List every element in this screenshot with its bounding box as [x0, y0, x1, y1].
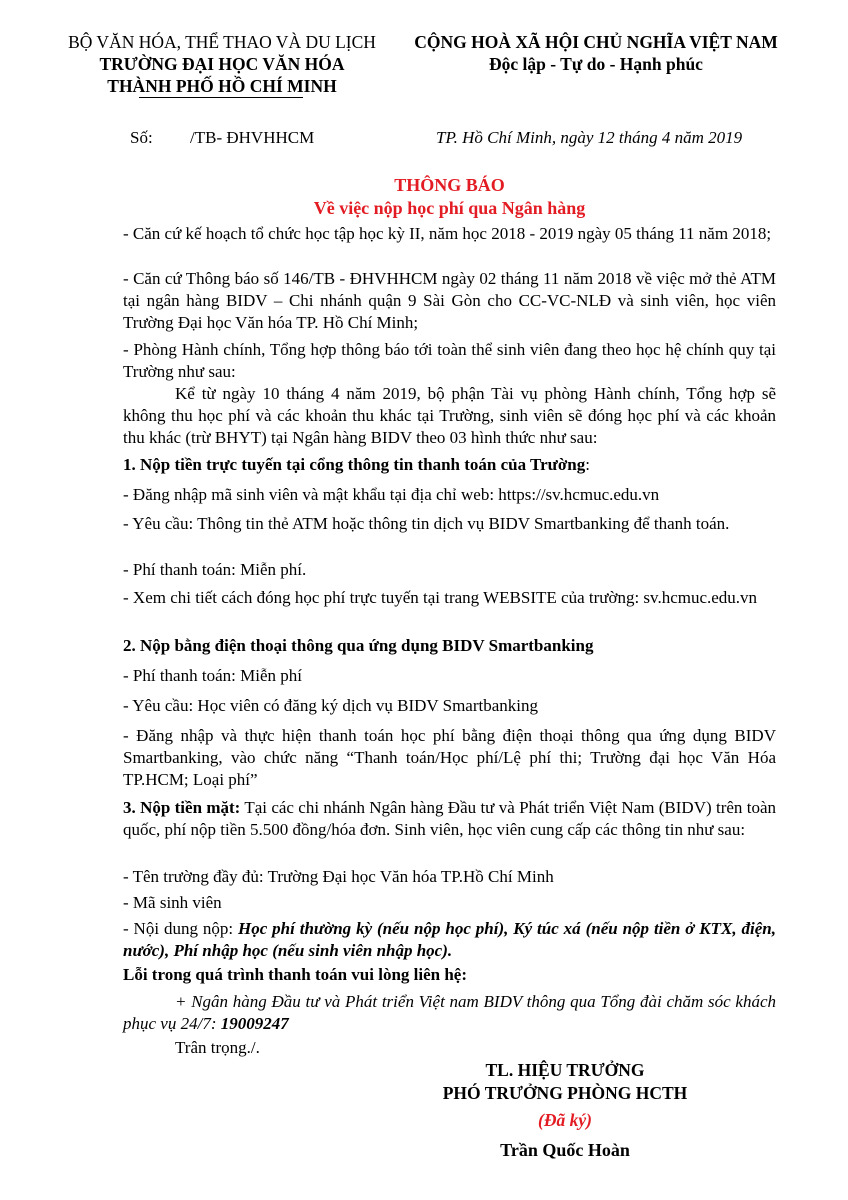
section-2-item-3: - Đăng nhập và thực hiện thanh toán học phí bằng điện thoại thông qua ứng dụng BIDV Smartbanking, vào chức năng “Thanh toán/Học phí/Lệ phí thi; Trường đại học Văn Hóa TP.HCM; Loại phí” [123, 726, 776, 789]
main-announcement: Kể từ ngày 10 tháng 4 năm 2019, bộ phận Tài vụ phòng Hành chính, Tổng hợp sẽ không thu học phí và các khoản thu khác tại Trường, sinh viên sẽ đóng học phí và các khoản thu khác (trừ BHYT) tại Ngân hàng BIDV theo 03 hình thức như sau: [123, 384, 776, 447]
document-number-label: Số: [130, 128, 153, 147]
section-3-item-1: - Tên trường đầy đủ: Trường Đại học Văn hóa TP.Hồ Chí Minh [123, 867, 554, 886]
closing-regards: Trân trọng./. [175, 1038, 260, 1057]
basis-paragraph-3: - Phòng Hành chính, Tổng hợp thông báo tới toàn thể sinh viên đang theo học hệ chính quy tại Trường như sau: [123, 340, 776, 381]
signed-mark: (Đã ký) [538, 1110, 592, 1130]
section-3-heading: 3. Nộp tiền mặt: [123, 798, 241, 817]
contact-line-text: + Ngân hàng Đầu tư và Phát triển Việt nam BIDV thông qua Tổng đài chăm sóc khách phục vụ 24/7: [123, 992, 776, 1033]
section-2-heading [123, 636, 593, 656]
place-date: TP. Hồ Chí Minh, ngày 12 tháng 4 năm 2019 [436, 128, 743, 147]
notice-title: THÔNG BÁO [394, 175, 505, 195]
school-name-line1: TRƯỜNG ĐẠI HỌC VĂN HÓA [99, 54, 345, 74]
nation-title: CỘNG HOÀ XÃ HỘI CHỦ NGHĨA VIỆT NAM [414, 32, 778, 52]
section-2-heading-text: . Nộp bằng điện thoại thông qua ứng dụng BIDV Smartbanking [131, 636, 594, 655]
section-3-item-3-prefix: - Nội dung nộp: [123, 919, 238, 938]
national-motto: Độc lập - Tự do - Hạnh phúc [489, 54, 703, 74]
contact-line [123, 991, 776, 1035]
school-name-line2: THÀNH PHỐ HỒ CHÍ MINH [107, 76, 337, 96]
notice-subtitle: Về việc nộp học phí qua Ngân hàng [313, 198, 586, 218]
section-3-item-3-content: Học phí thường kỳ (nếu nộp học phí), Ký túc xá (nếu nộp tiền ở KTX, điện, nước), Phí nhập học (nếu sinh viên nhập học). [123, 919, 776, 960]
signer-name: Trần Quốc Hoàn [500, 1140, 630, 1160]
contact-heading: Lỗi trong quá trình thanh toán vui lòng liên hệ: [123, 965, 468, 984]
document-number-code: /TB- ĐHVHHCM [190, 128, 315, 147]
basis-paragraph-1: - Căn cứ kế hoạch tổ chức học tập học kỳ II, năm học 2018 - 2019 ngày 05 tháng 11 năm 2018; [123, 224, 772, 243]
header-left-underline [139, 97, 303, 98]
section-3-paragraph [123, 797, 776, 841]
section-2-item-1: - Phí thanh toán: Miễn phí [123, 666, 302, 685]
section-1-item-1: - Đăng nhập mã sinh viên và mật khẩu tại địa chỉ web: https://sv.hcmuc.edu.vn [123, 485, 660, 504]
signature-position: PHÓ TRƯỞNG PHÒNG HCTH [442, 1083, 688, 1103]
signature-authority: TL. HIỆU TRƯỞNG [485, 1060, 645, 1080]
section-3-item-3 [123, 918, 776, 962]
basis-paragraph-2: - Căn cứ Thông báo số 146/TB - ĐHVHHCM ngày 02 tháng 11 năm 2018 về việc mở thẻ ATM tại ngân hàng BIDV – Chi nhánh quận 9 Sài Gòn cho CC-VC-NLĐ và sinh viên, học viên Trường Đại học Văn hóa TP. Hồ Chí Minh; [123, 269, 776, 332]
section-1-item-3: - Phí thanh toán: Miễn phí. [123, 560, 307, 579]
section-3-text: Tại các chi nhánh Ngân hàng Đầu tư và Phát triển Việt Nam (BIDV) trên toàn quốc, phí nộp tiền 5.500 đồng/hóa đơn. Sinh viên, học viên cung cấp các thông tin như sau: [123, 798, 776, 839]
ministry-name: BỘ VĂN HÓA, THỂ THAO VÀ DU LỊCH [68, 32, 376, 52]
section-1-heading [123, 455, 590, 475]
section-2-heading-number: 2 [123, 636, 132, 655]
section-2-item-2: - Yêu cầu: Học viên có đăng ký dịch vụ BIDV Smartbanking [123, 696, 538, 715]
section-1-item-2: - Yêu cầu: Thông tin thẻ ATM hoặc thông tin dịch vụ BIDV Smartbanking để thanh toán. [123, 514, 730, 533]
section-1-heading-colon: : [585, 455, 590, 474]
contact-phone: 19009247 [220, 1014, 289, 1033]
section-1-heading-text: 1. Nộp tiền trực tuyến tại cổng thông tin thanh toán của Trường [123, 455, 586, 474]
section-3-item-2: - Mã sinh viên [123, 893, 222, 912]
section-1-item-4: - Xem chi tiết cách đóng học phí trực tuyến tại trang WEBSITE của trường: sv.hcmuc.edu.vn [123, 588, 758, 607]
